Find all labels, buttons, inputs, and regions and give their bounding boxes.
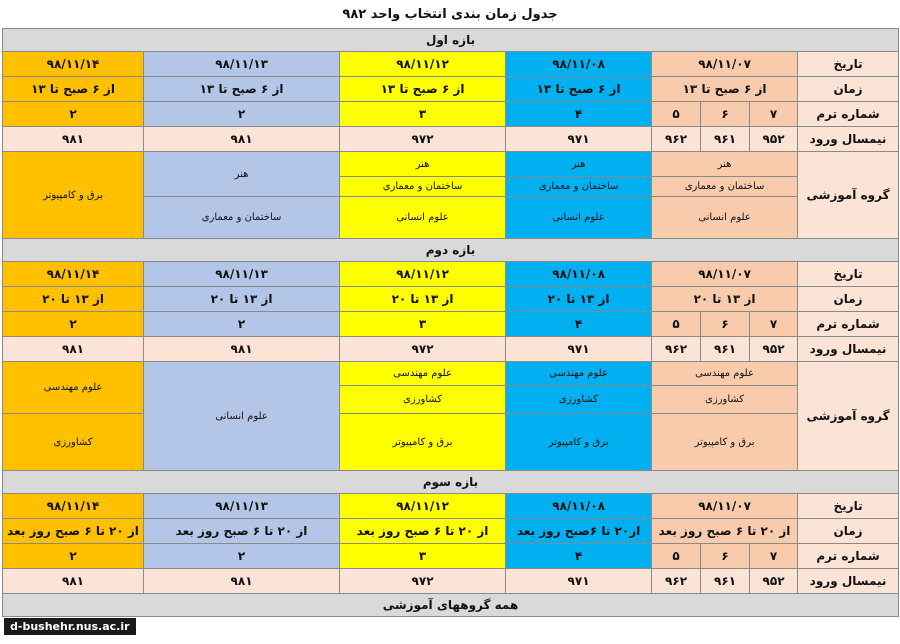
entry-cell: ۹۷۱ [506,127,652,152]
label-group: گروه آموزشی [798,362,899,471]
entry-cell: ۹۸۱ [144,127,340,152]
entry-cell: ۹۷۲ [340,337,506,362]
entry-cell: ۹۵۲ [750,127,798,152]
page-title: جدول زمان بندی انتخاب واحد ۹۸۲ [342,6,558,22]
period-1-header: بازه اول [3,29,899,52]
time-cell: از ۱۳ تا ۲۰ [652,287,798,312]
date-cell: ۹۸/۱۱/۱۴ [3,52,144,77]
term-cell: ۵ [652,544,701,569]
term-cell: ۲ [144,312,340,337]
label-date: تاریخ [798,52,899,77]
label-date: تاریخ [798,262,899,287]
time-cell: از ۱۳ تا ۲۰ [506,287,652,312]
label-time: زمان [798,287,899,312]
entry-cell: ۹۸۱ [3,569,144,594]
time-cell: از ۱۳ تا ۲۰ [3,287,144,312]
date-cell: ۹۸/۱۱/۱۲ [340,494,506,519]
entry-cell: ۹۶۱ [701,127,750,152]
label-time: زمان [798,519,899,544]
label-term: شماره ترم [798,544,899,569]
entry-cell: ۹۸۱ [144,337,340,362]
time-cell: از۲۰ تا ۶صبح روز بعد [506,519,652,544]
term-cell: ۷ [750,312,798,337]
label-term: شماره ترم [798,102,899,127]
group-cell: کشاورزی [340,386,506,414]
entry-cell: ۹۶۱ [701,569,750,594]
group-cell: علوم مهندسی [652,362,798,386]
period-3-header: بازه سوم [3,471,899,494]
term-cell: ۴ [506,102,652,127]
group-cell: کشاورزی [3,414,144,471]
term-cell: ۳ [340,312,506,337]
entry-cell: ۹۵۲ [750,337,798,362]
group-cell: برق و کامپیوتر [3,152,144,239]
group-cell: هنر [340,152,506,177]
entry-cell: ۹۸۱ [3,127,144,152]
group-cell: کشاورزی [652,386,798,414]
time-cell: از ۶ صبح تا ۱۳ [3,77,144,102]
entry-cell: ۹۸۱ [3,337,144,362]
date-cell: ۹۸/۱۱/۱۲ [340,52,506,77]
time-cell: از ۲۰ تا ۶ صبح روز بعد [340,519,506,544]
date-cell: ۹۸/۱۱/۱۴ [3,262,144,287]
term-cell: ۳ [340,544,506,569]
site-watermark: d-bushehr.nus.ac.ir [4,618,136,635]
group-cell: برق و کامپیوتر [340,414,506,471]
time-cell: از ۶ صبح تا ۱۳ [506,77,652,102]
term-cell: ۶ [701,102,750,127]
time-cell: از ۶ صبح تا ۱۳ [340,77,506,102]
schedule-table [2,28,899,617]
group-cell: برق و کامپیوتر [506,414,652,471]
time-cell: از ۲۰ تا ۶ صبح روز بعد [144,519,340,544]
term-cell: ۲ [144,544,340,569]
group-cell: هنر [144,152,340,197]
label-entry: نیمسال ورود [798,569,899,594]
group-cell: هنر [652,152,798,177]
term-cell: ۷ [750,544,798,569]
term-cell: ۵ [652,102,701,127]
group-cell: کشاورزی [506,386,652,414]
term-cell: ۳ [340,102,506,127]
term-cell: ۶ [701,312,750,337]
group-cell: علوم مهندسی [340,362,506,386]
group-cell: علوم انسانی [340,197,506,239]
term-cell: ۲ [3,544,144,569]
date-cell: ۹۸/۱۱/۰۷ [652,52,798,77]
date-cell: ۹۸/۱۱/۱۳ [144,494,340,519]
entry-cell: ۹۷۲ [340,127,506,152]
date-cell: ۹۸/۱۱/۰۷ [652,494,798,519]
entry-cell: ۹۶۲ [652,127,701,152]
entry-cell: ۹۸۱ [144,569,340,594]
group-cell: برق و کامپیوتر [652,414,798,471]
date-cell: ۹۸/۱۱/۰۸ [506,52,652,77]
term-cell: ۴ [506,312,652,337]
date-cell: ۹۸/۱۱/۱۳ [144,262,340,287]
group-cell: ساختمان و معماری [144,197,340,239]
entry-cell: ۹۷۱ [506,569,652,594]
entry-cell: ۹۷۲ [340,569,506,594]
period-3-footer: همه گروههای آموزشی [3,594,899,617]
term-cell: ۲ [3,102,144,127]
entry-cell: ۹۶۱ [701,337,750,362]
group-cell: علوم مهندسی [3,362,144,414]
group-cell: ساختمان و معماری [506,177,652,197]
time-cell: از ۱۳ تا ۲۰ [144,287,340,312]
entry-cell: ۹۶۲ [652,569,701,594]
date-cell: ۹۸/۱۱/۱۳ [144,52,340,77]
term-cell: ۴ [506,544,652,569]
label-date: تاریخ [798,494,899,519]
time-cell: از ۲۰ تا ۶ صبح روز بعد [652,519,798,544]
entry-cell: ۹۶۲ [652,337,701,362]
entry-cell: ۹۵۲ [750,569,798,594]
time-cell: از ۶ صبح تا ۱۳ [652,77,798,102]
group-cell: ساختمان و معماری [340,177,506,197]
label-entry: نیمسال ورود [798,127,899,152]
date-cell: ۹۸/۱۱/۱۴ [3,494,144,519]
term-cell: ۷ [750,102,798,127]
term-cell: ۲ [3,312,144,337]
group-cell: علوم انسانی [144,362,340,471]
date-cell: ۹۸/۱۱/۰۷ [652,262,798,287]
term-cell: ۶ [701,544,750,569]
group-cell: علوم انسانی [652,197,798,239]
label-group: گروه آموزشی [798,152,899,239]
group-cell: ساختمان و معماری [652,177,798,197]
term-cell: ۲ [144,102,340,127]
label-entry: نیمسال ورود [798,337,899,362]
date-cell: ۹۸/۱۱/۱۲ [340,262,506,287]
group-cell: علوم انسانی [506,197,652,239]
time-cell: از ۲۰ تا ۶ صبح روز بعد [3,519,144,544]
label-term: شماره ترم [798,312,899,337]
time-cell: از ۶ صبح تا ۱۳ [144,77,340,102]
term-cell: ۵ [652,312,701,337]
date-cell: ۹۸/۱۱/۰۸ [506,494,652,519]
date-cell: ۹۸/۱۱/۰۸ [506,262,652,287]
time-cell: از ۱۳ تا ۲۰ [340,287,506,312]
entry-cell: ۹۷۱ [506,337,652,362]
group-cell: علوم مهندسی [506,362,652,386]
group-cell: هنر [506,152,652,177]
label-time: زمان [798,77,899,102]
period-2-header: بازه دوم [3,239,899,262]
